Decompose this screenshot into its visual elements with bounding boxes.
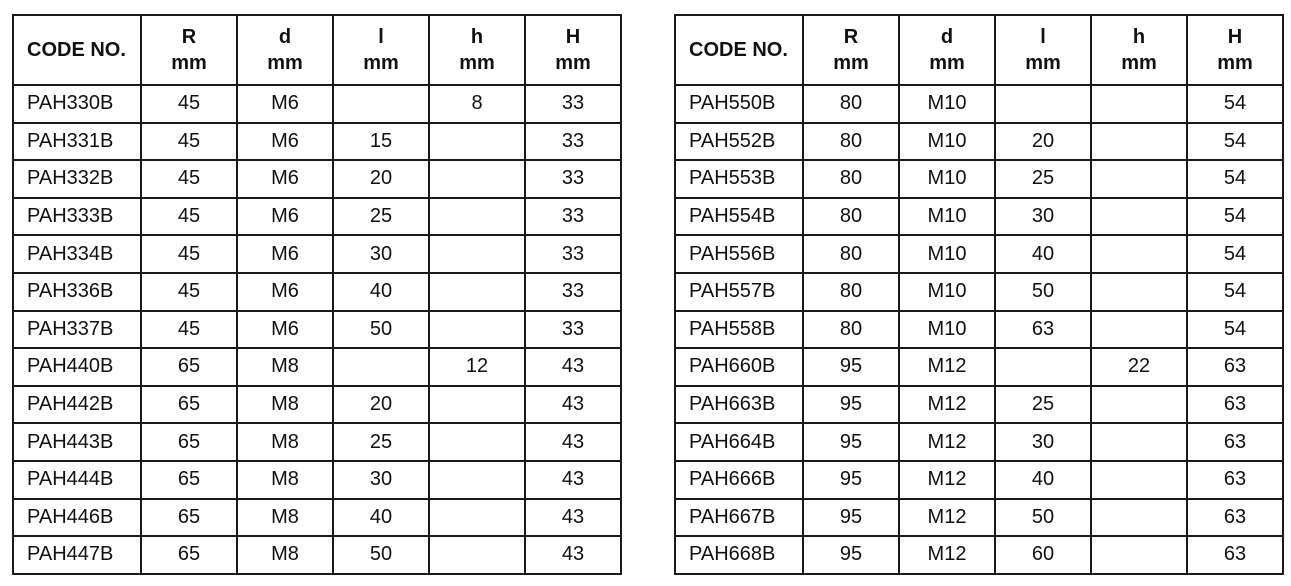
cell-l: 40 xyxy=(995,235,1091,273)
cell-l: 30 xyxy=(333,235,429,273)
table-row xyxy=(675,198,1283,236)
header-l: l mm xyxy=(995,15,1091,85)
cell-r: 80 xyxy=(803,273,899,311)
cell-d: M8 xyxy=(237,461,333,499)
table-row xyxy=(675,273,1283,311)
cell-code: PAH663B xyxy=(675,386,803,424)
table-row xyxy=(675,536,1283,574)
table-header-row xyxy=(675,15,1283,85)
cell-h-lower xyxy=(1091,273,1187,311)
cell-d: M8 xyxy=(237,386,333,424)
cell-h-lower xyxy=(1091,123,1187,161)
cell-h-lower xyxy=(429,235,525,273)
cell-r: 95 xyxy=(803,536,899,574)
header-h-lower: h mm xyxy=(1091,15,1187,85)
cell-l: 25 xyxy=(995,386,1091,424)
spec-table-left xyxy=(12,14,622,575)
cell-h-lower xyxy=(1091,311,1187,349)
cell-code: PAH668B xyxy=(675,536,803,574)
cell-code: PAH554B xyxy=(675,198,803,236)
header-r: R mm xyxy=(141,15,237,85)
cell-d: M8 xyxy=(237,536,333,574)
cell-r: 95 xyxy=(803,499,899,537)
cell-code: PAH332B xyxy=(13,160,141,198)
cell-code: PAH666B xyxy=(675,461,803,499)
table-row xyxy=(675,123,1283,161)
cell-r: 95 xyxy=(803,348,899,386)
header-d: d mm xyxy=(237,15,333,85)
cell-code: PAH444B xyxy=(13,461,141,499)
table-row xyxy=(13,461,621,499)
cell-h-lower xyxy=(429,386,525,424)
cell-h-upper: 54 xyxy=(1187,235,1283,273)
cell-l xyxy=(995,348,1091,386)
table-header-row xyxy=(13,15,621,85)
cell-l: 30 xyxy=(995,423,1091,461)
cell-code: PAH331B xyxy=(13,123,141,161)
cell-l: 30 xyxy=(333,461,429,499)
cell-h-upper: 63 xyxy=(1187,348,1283,386)
cell-d: M6 xyxy=(237,160,333,198)
table-row xyxy=(675,499,1283,537)
table-row xyxy=(13,536,621,574)
header-code-no: CODE NO. xyxy=(675,15,803,85)
cell-h-upper: 43 xyxy=(525,386,621,424)
cell-code: PAH442B xyxy=(13,386,141,424)
cell-code: PAH334B xyxy=(13,235,141,273)
cell-d: M6 xyxy=(237,311,333,349)
cell-r: 80 xyxy=(803,311,899,349)
table-row xyxy=(13,235,621,273)
table-row xyxy=(675,386,1283,424)
cell-l xyxy=(333,85,429,123)
cell-h-upper: 43 xyxy=(525,348,621,386)
cell-r: 45 xyxy=(141,273,237,311)
cell-r: 95 xyxy=(803,461,899,499)
table-row xyxy=(675,461,1283,499)
cell-r: 45 xyxy=(141,235,237,273)
cell-code: PAH443B xyxy=(13,423,141,461)
cell-r: 65 xyxy=(141,348,237,386)
table-row xyxy=(13,85,621,123)
cell-code: PAH440B xyxy=(13,348,141,386)
cell-h-lower: 22 xyxy=(1091,348,1187,386)
cell-h-upper: 33 xyxy=(525,235,621,273)
cell-d: M6 xyxy=(237,198,333,236)
cell-l: 50 xyxy=(995,499,1091,537)
cell-l xyxy=(333,348,429,386)
cell-r: 65 xyxy=(141,461,237,499)
cell-h-upper: 54 xyxy=(1187,198,1283,236)
cell-d: M12 xyxy=(899,348,995,386)
cell-d: M10 xyxy=(899,123,995,161)
header-h-upper: H mm xyxy=(1187,15,1283,85)
cell-h-lower xyxy=(429,198,525,236)
cell-h-upper: 63 xyxy=(1187,386,1283,424)
cell-code: PAH558B xyxy=(675,311,803,349)
header-h-upper: H mm xyxy=(525,15,621,85)
cell-h-upper: 54 xyxy=(1187,123,1283,161)
cell-h-lower xyxy=(1091,160,1187,198)
cell-h-lower xyxy=(1091,536,1187,574)
cell-code: PAH446B xyxy=(13,499,141,537)
cell-h-lower xyxy=(1091,235,1187,273)
cell-h-lower xyxy=(429,311,525,349)
cell-r: 80 xyxy=(803,235,899,273)
cell-h-lower xyxy=(429,536,525,574)
cell-d: M12 xyxy=(899,536,995,574)
cell-l: 25 xyxy=(995,160,1091,198)
cell-h-lower xyxy=(429,123,525,161)
cell-h-upper: 43 xyxy=(525,461,621,499)
table-row xyxy=(675,235,1283,273)
header-r: R mm xyxy=(803,15,899,85)
cell-h-upper: 43 xyxy=(525,423,621,461)
cell-h-upper: 33 xyxy=(525,273,621,311)
cell-r: 65 xyxy=(141,423,237,461)
cell-l: 25 xyxy=(333,423,429,461)
cell-h-upper: 33 xyxy=(525,123,621,161)
cell-d: M12 xyxy=(899,423,995,461)
cell-d: M8 xyxy=(237,423,333,461)
cell-d: M6 xyxy=(237,235,333,273)
cell-h-upper: 63 xyxy=(1187,423,1283,461)
table-row xyxy=(13,423,621,461)
table-row xyxy=(13,160,621,198)
cell-code: PAH553B xyxy=(675,160,803,198)
cell-h-lower xyxy=(1091,198,1187,236)
table-row xyxy=(13,348,621,386)
cell-h-lower xyxy=(1091,386,1187,424)
cell-r: 95 xyxy=(803,386,899,424)
cell-h-lower xyxy=(429,461,525,499)
cell-l: 40 xyxy=(995,461,1091,499)
table-row xyxy=(13,273,621,311)
cell-h-lower xyxy=(429,423,525,461)
cell-h-lower xyxy=(1091,85,1187,123)
cell-r: 45 xyxy=(141,160,237,198)
table-row xyxy=(675,423,1283,461)
cell-h-upper: 63 xyxy=(1187,499,1283,537)
cell-l: 20 xyxy=(333,386,429,424)
cell-d: M10 xyxy=(899,85,995,123)
cell-d: M12 xyxy=(899,499,995,537)
cell-code: PAH667B xyxy=(675,499,803,537)
cell-code: PAH447B xyxy=(13,536,141,574)
cell-r: 45 xyxy=(141,123,237,161)
cell-h-lower xyxy=(429,273,525,311)
table-row xyxy=(675,311,1283,349)
cell-d: M10 xyxy=(899,160,995,198)
cell-d: M10 xyxy=(899,235,995,273)
cell-h-upper: 54 xyxy=(1187,311,1283,349)
cell-h-lower xyxy=(1091,499,1187,537)
cell-d: M12 xyxy=(899,386,995,424)
cell-d: M10 xyxy=(899,311,995,349)
cell-h-lower: 8 xyxy=(429,85,525,123)
table-row xyxy=(675,85,1283,123)
cell-d: M10 xyxy=(899,198,995,236)
cell-h-upper: 63 xyxy=(1187,461,1283,499)
table-row xyxy=(13,499,621,537)
cell-code: PAH556B xyxy=(675,235,803,273)
cell-d: M8 xyxy=(237,348,333,386)
cell-h-lower: 12 xyxy=(429,348,525,386)
cell-l: 50 xyxy=(333,536,429,574)
cell-l: 50 xyxy=(333,311,429,349)
cell-h-upper: 33 xyxy=(525,85,621,123)
cell-h-upper: 33 xyxy=(525,311,621,349)
cell-l: 40 xyxy=(333,499,429,537)
cell-h-upper: 43 xyxy=(525,499,621,537)
cell-d: M8 xyxy=(237,499,333,537)
cell-code: PAH550B xyxy=(675,85,803,123)
cell-d: M12 xyxy=(899,461,995,499)
cell-code: PAH557B xyxy=(675,273,803,311)
table-row xyxy=(13,123,621,161)
cell-d: M6 xyxy=(237,85,333,123)
cell-h-upper: 63 xyxy=(1187,536,1283,574)
cell-l: 50 xyxy=(995,273,1091,311)
cell-h-lower xyxy=(429,160,525,198)
cell-r: 95 xyxy=(803,423,899,461)
cell-h-upper: 33 xyxy=(525,160,621,198)
cell-l: 25 xyxy=(333,198,429,236)
cell-r: 80 xyxy=(803,123,899,161)
cell-l xyxy=(995,85,1091,123)
cell-code: PAH660B xyxy=(675,348,803,386)
cell-l: 20 xyxy=(333,160,429,198)
cell-r: 45 xyxy=(141,311,237,349)
cell-h-upper: 54 xyxy=(1187,273,1283,311)
header-d: d mm xyxy=(899,15,995,85)
cell-l: 60 xyxy=(995,536,1091,574)
table-row xyxy=(13,311,621,349)
cell-r: 80 xyxy=(803,160,899,198)
header-l: l mm xyxy=(333,15,429,85)
table-row xyxy=(13,198,621,236)
cell-r: 45 xyxy=(141,85,237,123)
cell-h-upper: 54 xyxy=(1187,85,1283,123)
cell-code: PAH552B xyxy=(675,123,803,161)
cell-r: 80 xyxy=(803,198,899,236)
cell-code: PAH336B xyxy=(13,273,141,311)
cell-l: 40 xyxy=(333,273,429,311)
cell-code: PAH333B xyxy=(13,198,141,236)
spec-table-right xyxy=(674,14,1284,575)
cell-code: PAH337B xyxy=(13,311,141,349)
cell-r: 65 xyxy=(141,536,237,574)
cell-l: 15 xyxy=(333,123,429,161)
cell-code: PAH330B xyxy=(13,85,141,123)
cell-r: 65 xyxy=(141,386,237,424)
cell-l: 30 xyxy=(995,198,1091,236)
cell-d: M6 xyxy=(237,123,333,161)
header-h-lower: h mm xyxy=(429,15,525,85)
cell-code: PAH664B xyxy=(675,423,803,461)
cell-h-lower xyxy=(1091,461,1187,499)
cell-r: 45 xyxy=(141,198,237,236)
cell-l: 20 xyxy=(995,123,1091,161)
cell-d: M6 xyxy=(237,273,333,311)
cell-h-upper: 33 xyxy=(525,198,621,236)
table-row xyxy=(13,386,621,424)
cell-r: 65 xyxy=(141,499,237,537)
header-code-no: CODE NO. xyxy=(13,15,141,85)
cell-h-upper: 54 xyxy=(1187,160,1283,198)
cell-h-upper: 43 xyxy=(525,536,621,574)
table-row xyxy=(675,348,1283,386)
cell-d: M10 xyxy=(899,273,995,311)
cell-h-lower xyxy=(429,499,525,537)
cell-l: 63 xyxy=(995,311,1091,349)
cell-r: 80 xyxy=(803,85,899,123)
table-row xyxy=(675,160,1283,198)
cell-h-lower xyxy=(1091,423,1187,461)
